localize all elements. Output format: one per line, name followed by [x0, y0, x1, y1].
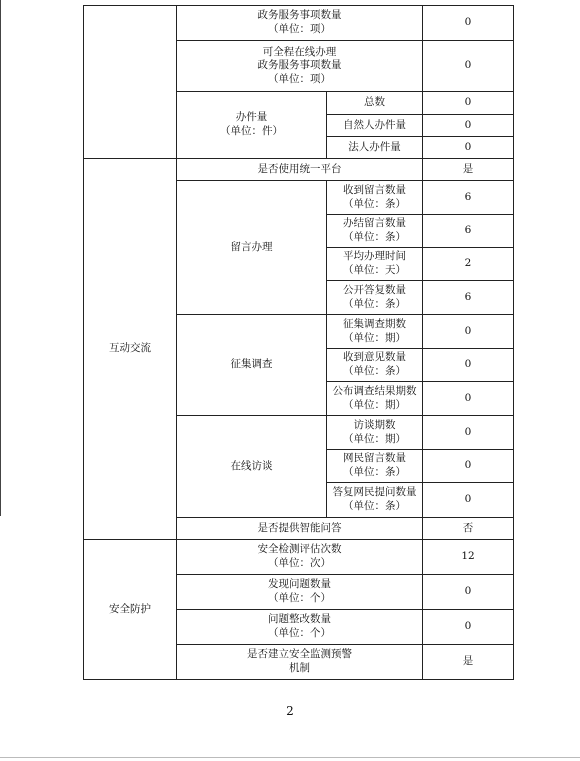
sub-item-label: 公开答复数量 （单位：条）: [327, 281, 423, 315]
sub-item-label: 平均办理时间 （单位：天）: [327, 248, 423, 281]
item-value: 0: [423, 483, 514, 518]
category-cell: 安全防护: [84, 540, 177, 680]
category-cell: 互动交流: [84, 159, 177, 540]
table-row: [84, 159, 514, 181]
item-value: 0: [423, 315, 514, 349]
item-label: 是否使用统一平台: [177, 159, 423, 181]
item-value: 是: [423, 159, 514, 181]
item-value: 0: [423, 92, 514, 115]
sub-item-label: 总数: [327, 92, 423, 115]
item-value: 0: [423, 41, 514, 92]
item-value: 0: [423, 610, 514, 645]
item-value: 0: [423, 575, 514, 610]
sub-item-label: 自然人办件量: [327, 115, 423, 137]
item-label: 问题整改数量 （单位：个）: [177, 610, 423, 645]
item-label: 政务服务事项数量 （单位：项）: [177, 6, 423, 41]
item-value: 6: [423, 181, 514, 215]
item-value: 0: [423, 416, 514, 450]
sub-item-label: 访谈期数 （单位：期）: [327, 416, 423, 450]
table-row: [84, 6, 514, 41]
item-value: 6: [423, 215, 514, 248]
item-value: 0: [423, 115, 514, 137]
sub-item-label: 答复网民提问数量 （单位：条）: [327, 483, 423, 518]
item-value: 12: [423, 540, 514, 575]
sub-item-label: 收到留言数量 （单位：条）: [327, 181, 423, 215]
item-label: 在线访谈: [177, 416, 327, 518]
statistics-table: [83, 5, 514, 680]
item-label: 留言办理: [177, 181, 327, 315]
sub-item-label: 办结留言数量 （单位：条）: [327, 215, 423, 248]
item-label: 是否建立安全监测预警 机制: [177, 645, 423, 680]
item-label: 征集调查: [177, 315, 327, 416]
table-row: [84, 540, 514, 575]
item-value: 2: [423, 248, 514, 281]
item-value: 0: [423, 382, 514, 416]
sub-item-label: 公布调查结果期数 （单位：期）: [327, 382, 423, 416]
item-value: 否: [423, 518, 514, 540]
item-label: 发现问题数量 （单位：个）: [177, 575, 423, 610]
item-value: 是: [423, 645, 514, 680]
sub-item-label: 网民留言数量 （单位：条）: [327, 450, 423, 483]
item-label: 安全检测评估次数 （单位：次）: [177, 540, 423, 575]
item-value: 6: [423, 281, 514, 315]
left-margin-rule: [0, 0, 1, 516]
sub-item-label: 收到意见数量 （单位：条）: [327, 349, 423, 382]
item-value: 0: [423, 450, 514, 483]
item-value: 0: [423, 6, 514, 41]
sub-item-label: 征集调查期数 （单位：期）: [327, 315, 423, 349]
category-cell: [84, 6, 177, 159]
item-label: 办件量 （单位：件）: [177, 92, 327, 159]
item-label: 可全程在线办理 政务服务事项数量 （单位：项）: [177, 41, 423, 92]
sub-item-label: 法人办件量: [327, 137, 423, 159]
item-value: 0: [423, 137, 514, 159]
page-bottom-rule: [0, 757, 580, 758]
item-label: 是否提供智能问答: [177, 518, 423, 540]
page-number: 2: [286, 704, 294, 718]
item-value: 0: [423, 349, 514, 382]
